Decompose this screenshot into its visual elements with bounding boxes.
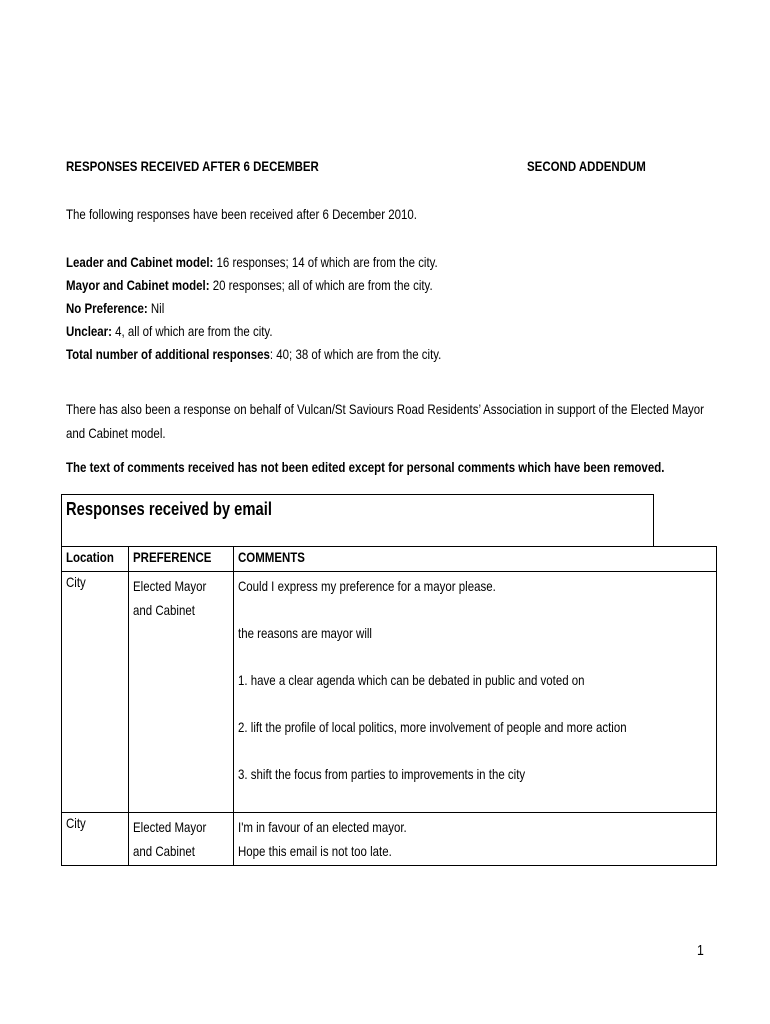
column-header-preference: PREFERENCE bbox=[129, 547, 234, 572]
response-stats bbox=[66, 254, 524, 369]
stat-unclear: Unclear: 4, all of which are from the city. bbox=[66, 323, 273, 339]
responses-table bbox=[61, 546, 717, 866]
table-header-row bbox=[62, 547, 717, 572]
table-row bbox=[62, 813, 717, 866]
cell-location: City bbox=[62, 813, 129, 866]
cell-comments: Could I express my preference for a mayor please. the reasons are mayor will 1. have a clear agenda which can be debated in public and voted on 2. lift the profile of local politics, more involvement of people and more action 3. shift the focus from parties to improvements in the city bbox=[234, 572, 717, 813]
editing-notice: The text of comments received has not been edited except for personal comments which have been removed. bbox=[66, 459, 665, 475]
stat-no-preference: No Preference: Nil bbox=[66, 300, 165, 316]
table-row bbox=[62, 572, 717, 813]
document-title: RESPONSES RECEIVED AFTER 6 DECEMBER bbox=[66, 158, 319, 174]
cell-comments: I'm in favour of an elected mayor. Hope this email is not too late. bbox=[234, 813, 717, 866]
column-header-location: Location bbox=[62, 547, 129, 572]
cell-preference: Elected Mayor and Cabinet bbox=[129, 572, 234, 813]
page-number: 1 bbox=[697, 942, 704, 959]
intro-text: The following responses have been received after 6 December 2010. bbox=[66, 206, 417, 222]
addendum-label: SECOND ADDENDUM bbox=[527, 158, 646, 174]
cell-location: City bbox=[62, 572, 129, 813]
column-header-comments: COMMENTS bbox=[234, 547, 717, 572]
vulcan-association-note: There has also been a response on behalf of Vulcan/St Saviours Road Residents’ Association in support of the Elected Mayor and Cabinet model. bbox=[66, 401, 704, 441]
cell-preference: Elected Mayor and Cabinet bbox=[129, 813, 234, 866]
stat-mayor-cabinet: Mayor and Cabinet model: 20 responses; all of which are from the city. bbox=[66, 277, 433, 293]
stat-total: Total number of additional responses: 40; 38 of which are from the city. bbox=[66, 346, 442, 362]
email-section-title: Responses received by email bbox=[66, 499, 272, 519]
stat-leader-cabinet: Leader and Cabinet model: 16 responses; 14 of which are from the city. bbox=[66, 254, 438, 270]
